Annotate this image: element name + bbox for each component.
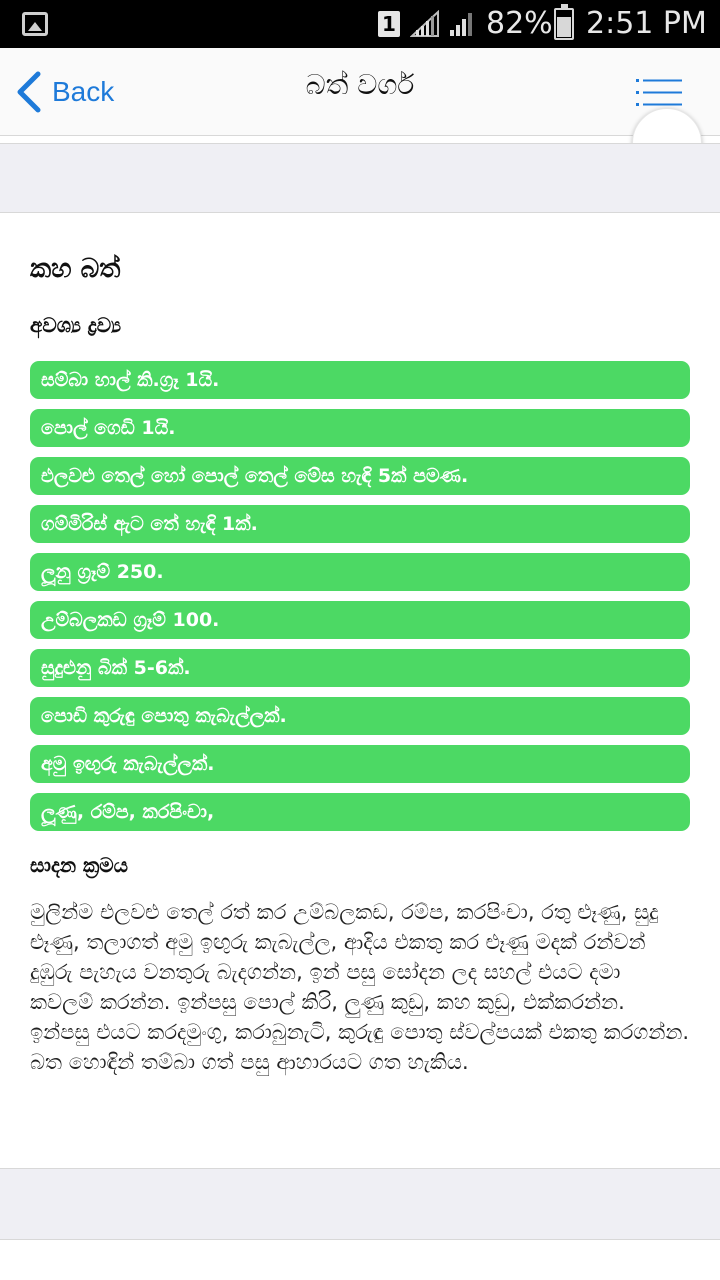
navigation-bar <box>0 48 720 136</box>
back-label: Back <box>52 76 115 107</box>
list-menu-icon[interactable] <box>636 78 682 108</box>
ingredient-item: අමු ඉඟුරු කැබැල්ලක්. <box>30 745 690 783</box>
bottom-separator-band <box>0 1168 720 1240</box>
top-separator-band <box>0 143 720 213</box>
ingredient-item: පොල් ගෙඩි 1යි. <box>30 409 690 447</box>
chevron-left-icon <box>14 70 50 114</box>
gallery-icon <box>22 12 48 36</box>
signal-icon <box>446 10 476 38</box>
ingredient-item: සුදුළුනු බික් 5-6ක්. <box>30 649 690 687</box>
back-button[interactable] <box>14 70 114 114</box>
ingredient-list <box>30 361 690 831</box>
ingredient-item: ගම්මිරිස් ඇට තේ හැඳි 1ක්. <box>30 505 690 543</box>
method-heading: සාදන ක්‍රමය <box>30 853 129 877</box>
ingredient-item: උම්බලකඩ ග්‍රෑම් 100. <box>30 601 690 639</box>
ingredient-item: එලවළු තෙල් හෝ පොල් තෙල් මේස හැඳි 5ක් පමණ. <box>30 457 690 495</box>
status-clock: 2:51 PM <box>586 6 707 41</box>
ingredient-item: ලූනු ග්‍රෑම් 250. <box>30 553 690 591</box>
sim-slot-badge: 1 <box>378 11 400 37</box>
status-bar <box>0 0 720 48</box>
recipe-content <box>30 214 690 1077</box>
ingredients-heading: අවශ්‍ය ද්‍රව්‍ය <box>30 313 122 337</box>
ingredient-item: සම්බා හාල් කි.ග්‍රෑ 1යි. <box>30 361 690 399</box>
recipe-title: කහ බත් <box>30 254 121 284</box>
signal-icon <box>410 10 440 38</box>
page-title: බත් වර්ග <box>305 68 415 101</box>
ingredient-item: ලූණු, රම්ප, කරපිංචා, <box>30 793 690 831</box>
ingredient-item: පොඩි කුරුඳු පොතු කැබැල්ලක්. <box>30 697 690 735</box>
battery-charging-icon <box>554 8 574 40</box>
battery-percentage: 82% <box>486 6 553 41</box>
method-text: මුලින්ම එලවළු තෙල් රත් කර උම්බලකඩ, රම්ප, කරපිංචා, රතු ළූණු, සුදු ළූණු, තලාගත් අමු ඉඟුරු කැබැල්ල, ආදිය එකතු කර ළූණු මදක් රන්වන් දුඹුරු පැහැය වනතුරු බැදගන්න, ඉන් පසු සෝදන ලද සහල් එයට දමා කවලම් කරන්න. ඉන්පසු පොල් කිරි, ලුණු කුඩු, කහ කුඩු, එක්කරන්න. ඉන්පසු එයට කරදමුංගු, කරාබුනැටි, කුරුඳු පොතු ස්වල්පයක් එකතු කරගන්න. බත හොඳින් තම්බා ගත් පසු ආහාරයට ගත හැකිය. <box>30 900 690 1074</box>
